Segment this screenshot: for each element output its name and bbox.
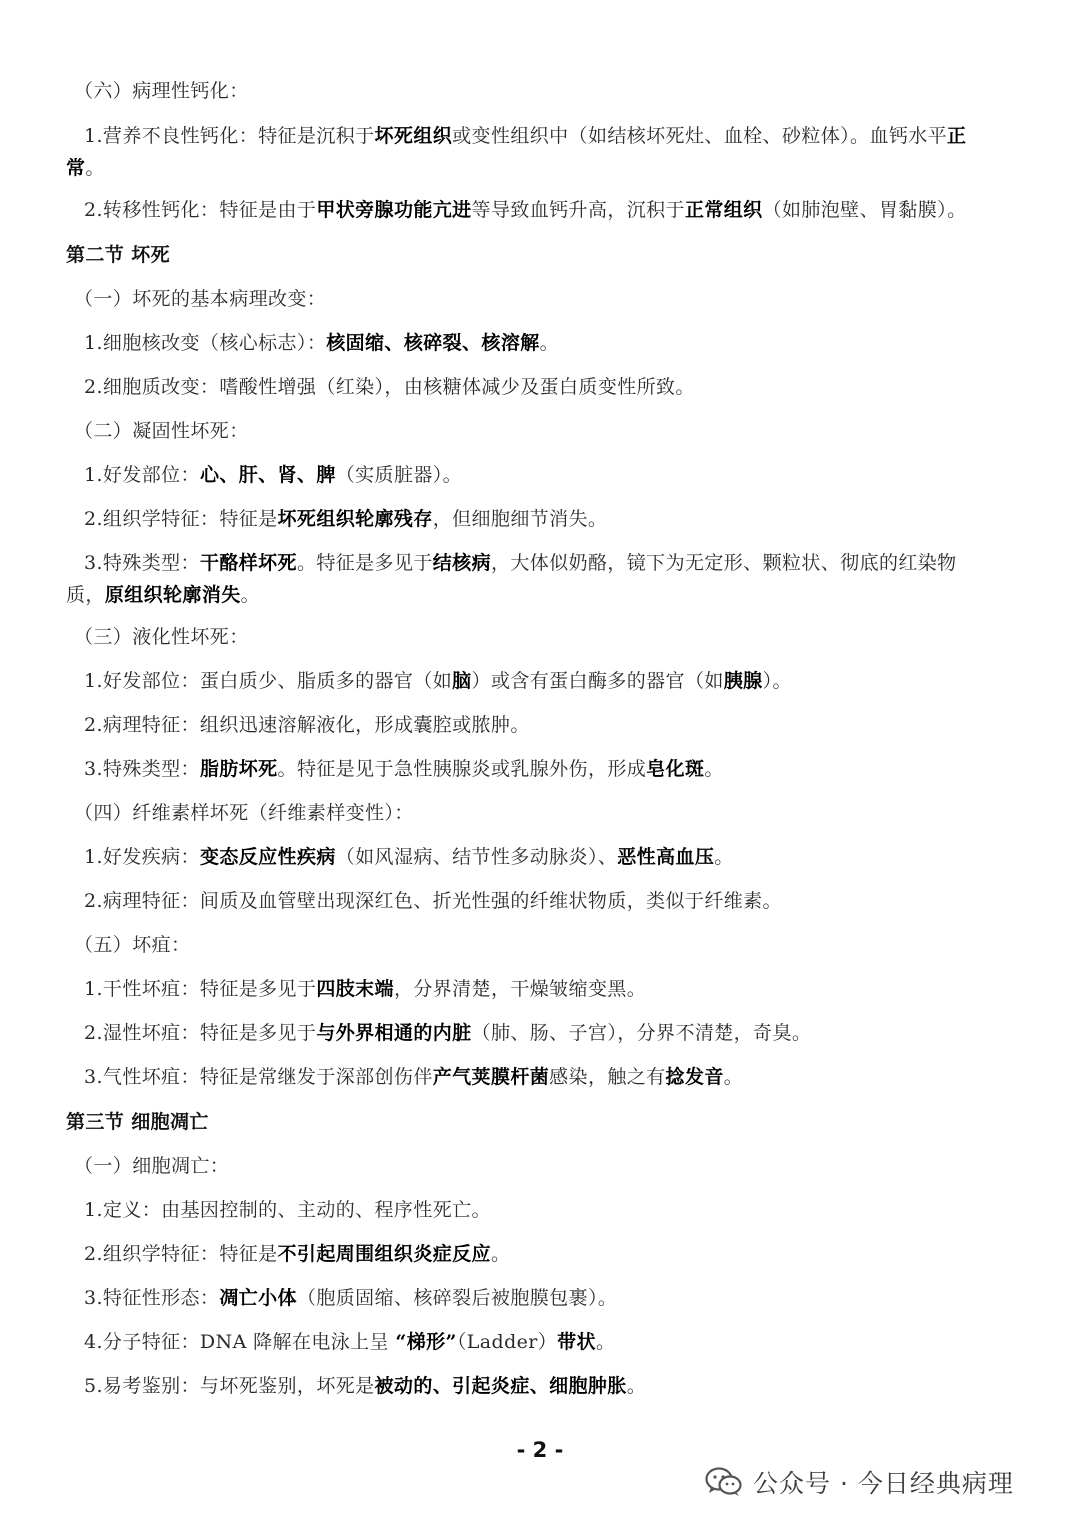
- body-text: 。: [704, 758, 724, 780]
- body-text: ）或含有蛋白酶多的器官（如: [471, 670, 724, 692]
- body-text: 1.干性坏疽：特征是多见于: [84, 978, 317, 1000]
- watermark: [705, 1462, 1014, 1502]
- emphasis-text: 皂化斑: [646, 758, 705, 780]
- body-text: 。: [723, 1066, 744, 1088]
- emphasis-text: 结核病: [432, 552, 491, 574]
- body-text: 。特征是多见于: [296, 552, 433, 574]
- body-text: 3.特征性形态：: [84, 1287, 220, 1309]
- body-text: （肺、肠、子宫），分界不清楚，奇臭。: [471, 1022, 812, 1044]
- emphasis-text: 原组织轮廓消失: [104, 584, 241, 606]
- body-text: 等导致血钙升高，沉积于: [471, 199, 685, 221]
- body-text: 2.组织学特征：特征是: [84, 1243, 278, 1265]
- text-line: [0, 1282, 1040, 1314]
- text-line: [0, 973, 1040, 1005]
- subsection-heading: [0, 283, 1040, 315]
- emphasis-text: 捻发音: [665, 1066, 724, 1088]
- emphasis-text: 心、肝、肾、脾: [199, 464, 336, 486]
- text-line: [0, 547, 1040, 579]
- body-text: 5.易考鉴别：与坏死鉴别，坏死是: [84, 1375, 375, 1397]
- text-line: [0, 1194, 1040, 1226]
- emphasis-text: 坏死组织: [374, 125, 453, 147]
- text-line: [0, 885, 1040, 917]
- text-line: [0, 753, 1040, 785]
- body-text: 。: [85, 157, 105, 179]
- emphasis-text: 与外界相通的内脏: [316, 1022, 472, 1044]
- body-text: （四）纤维素样坏死（纤维素样变性）：: [74, 802, 414, 824]
- body-text: 1.营养不良性钙化：特征是沉积于: [84, 125, 375, 147]
- body-text: 。: [595, 1331, 616, 1353]
- emphasis-text: 恶性高血压: [617, 846, 715, 868]
- subsection-heading: [0, 929, 1040, 961]
- emphasis-text: 不引起周围组织炎症反应: [277, 1243, 491, 1265]
- emphasis-text: 被动的、引起炎症、细胞肿胀: [374, 1375, 627, 1397]
- page-number: - 2 -: [516, 1438, 564, 1462]
- body-text: 第三节 细胞凋亡: [66, 1111, 209, 1133]
- emphasis-text: 脂肪坏死: [199, 758, 278, 780]
- body-text: 1.定义：由基因控制的、主动的、程序性死亡。: [84, 1199, 491, 1221]
- body-text: （五）坏疽：: [74, 934, 191, 956]
- body-text: 2.组织学特征：特征是: [84, 508, 278, 530]
- wechat-icon: [705, 1466, 743, 1498]
- emphasis-text: 胰腺: [723, 670, 763, 692]
- body-text: 。: [490, 1243, 511, 1265]
- body-text: （一）坏死的基本病理改变：: [74, 288, 327, 310]
- body-text: ，但细胞细节消失。: [432, 508, 608, 530]
- emphasis-text: 坏死组织轮廓残存: [277, 508, 433, 530]
- subsection-heading: [0, 75, 1040, 107]
- text-line: [0, 1238, 1040, 1270]
- body-text: （一）细胞凋亡：: [74, 1155, 230, 1177]
- body-text: （实质脏器）。: [335, 464, 463, 486]
- body-text: 3.特殊类型：: [84, 758, 200, 780]
- emphasis-text: 核固缩、核碎裂、核溶解: [326, 332, 540, 354]
- body-text: ，大体似奶酪，镜下为无定形、颗粒状、彻底的红染物: [490, 552, 957, 574]
- emphasis-text: 常: [66, 157, 86, 179]
- body-text: 感染，触之有: [549, 1066, 666, 1088]
- body-text: （Ladder）: [456, 1331, 558, 1353]
- body-text: 4.分子特征：DNA 降解在电泳上呈: [84, 1331, 396, 1353]
- text-line: [0, 1370, 1040, 1402]
- body-text: 3.特殊类型：: [84, 552, 200, 574]
- body-text: （六）病理性钙化：: [74, 80, 249, 102]
- emphasis-text: 变态反应性疾病: [199, 846, 336, 868]
- body-text: 2.转移性钙化：特征是由于: [84, 199, 317, 221]
- body-text: 。: [714, 846, 734, 868]
- body-text: 。: [626, 1375, 647, 1397]
- body-text: 3.气性坏疽：特征是常继发于深部创伤伴: [84, 1066, 433, 1088]
- text-line: [0, 459, 1040, 491]
- text-line: [0, 1061, 1040, 1093]
- text-line: [0, 1017, 1040, 1049]
- subsection-heading: [0, 621, 1040, 653]
- section-heading: [0, 1106, 1040, 1138]
- subsection-heading: [0, 415, 1040, 447]
- body-text: 1.好发疾病：: [84, 846, 200, 868]
- text-line: [0, 120, 1040, 152]
- emphasis-text: 四肢末端: [316, 978, 394, 1000]
- text-line: [0, 709, 1040, 741]
- emphasis-text: 干酪样坏死: [199, 552, 297, 574]
- body-text: ，分界清楚，干燥皱缩变黑。: [393, 978, 647, 1000]
- body-text: 质，: [66, 584, 105, 606]
- emphasis-text: 带状: [557, 1331, 596, 1353]
- body-text: 1.细胞核改变（核心标志）：: [84, 332, 327, 354]
- text-line: [0, 841, 1040, 873]
- body-text: （如风湿病、结节性多动脉炎）、: [335, 846, 618, 868]
- body-text: 2.病理特征：间质及血管壁出现深红色、折光性强的纤维状物质，类似于纤维素。: [84, 890, 782, 912]
- emphasis-text: 正: [947, 125, 967, 147]
- text-line: [0, 503, 1040, 535]
- text-line: [0, 194, 1040, 226]
- text-line: [0, 327, 1040, 359]
- text-line: [0, 665, 1040, 697]
- body-text: ）。: [762, 670, 792, 692]
- emphasis-text: 产气荚膜杆菌: [432, 1066, 550, 1088]
- text-line: [0, 1326, 1040, 1358]
- subsection-heading: [0, 797, 1040, 829]
- body-text: 。特征是见于急性胰腺炎或乳腺外伤，形成: [277, 758, 647, 780]
- text-line: [0, 371, 1040, 403]
- body-text: （二）凝固性坏死：: [74, 420, 249, 442]
- section-heading: [0, 239, 1040, 271]
- body-text: 1.好发部位：蛋白质少、脂质多的器官（如: [84, 670, 453, 692]
- body-text: 或变性组织中（如结核坏死灶、血栓、砂粒体）。血钙水平: [452, 125, 948, 147]
- body-text: 。: [539, 332, 560, 354]
- text-line: [0, 152, 1040, 184]
- emphasis-text: 甲状旁腺功能亢进: [316, 199, 472, 221]
- emphasis-text: “梯形”: [395, 1331, 457, 1353]
- body-text: 2.细胞质改变：嗜酸性增强（红染），由核糖体减少及蛋白质变性所致。: [84, 376, 695, 398]
- emphasis-text: 凋亡小体: [219, 1287, 297, 1309]
- subsection-heading: [0, 1150, 1040, 1182]
- body-text: （三）液化性坏死：: [74, 626, 249, 648]
- body-text: （胞质固缩、核碎裂后被胞膜包裹）。: [296, 1287, 618, 1309]
- body-text: 1.好发部位：: [84, 464, 200, 486]
- text-line: [0, 579, 1040, 611]
- body-text: 2.病理特征：组织迅速溶解液化，形成囊腔或脓肿。: [84, 714, 530, 736]
- body-text: 第二节 坏死: [66, 244, 171, 266]
- body-text: （如肺泡壁、胃黏膜）。: [762, 199, 967, 221]
- emphasis-text: 正常组织: [684, 199, 763, 221]
- body-text: 2.湿性坏疽：特征是多见于: [84, 1022, 317, 1044]
- watermark-text: 公众号 · 今日经典病理: [753, 1469, 1014, 1498]
- body-text: 。: [240, 584, 261, 606]
- emphasis-text: 脑: [452, 670, 472, 692]
